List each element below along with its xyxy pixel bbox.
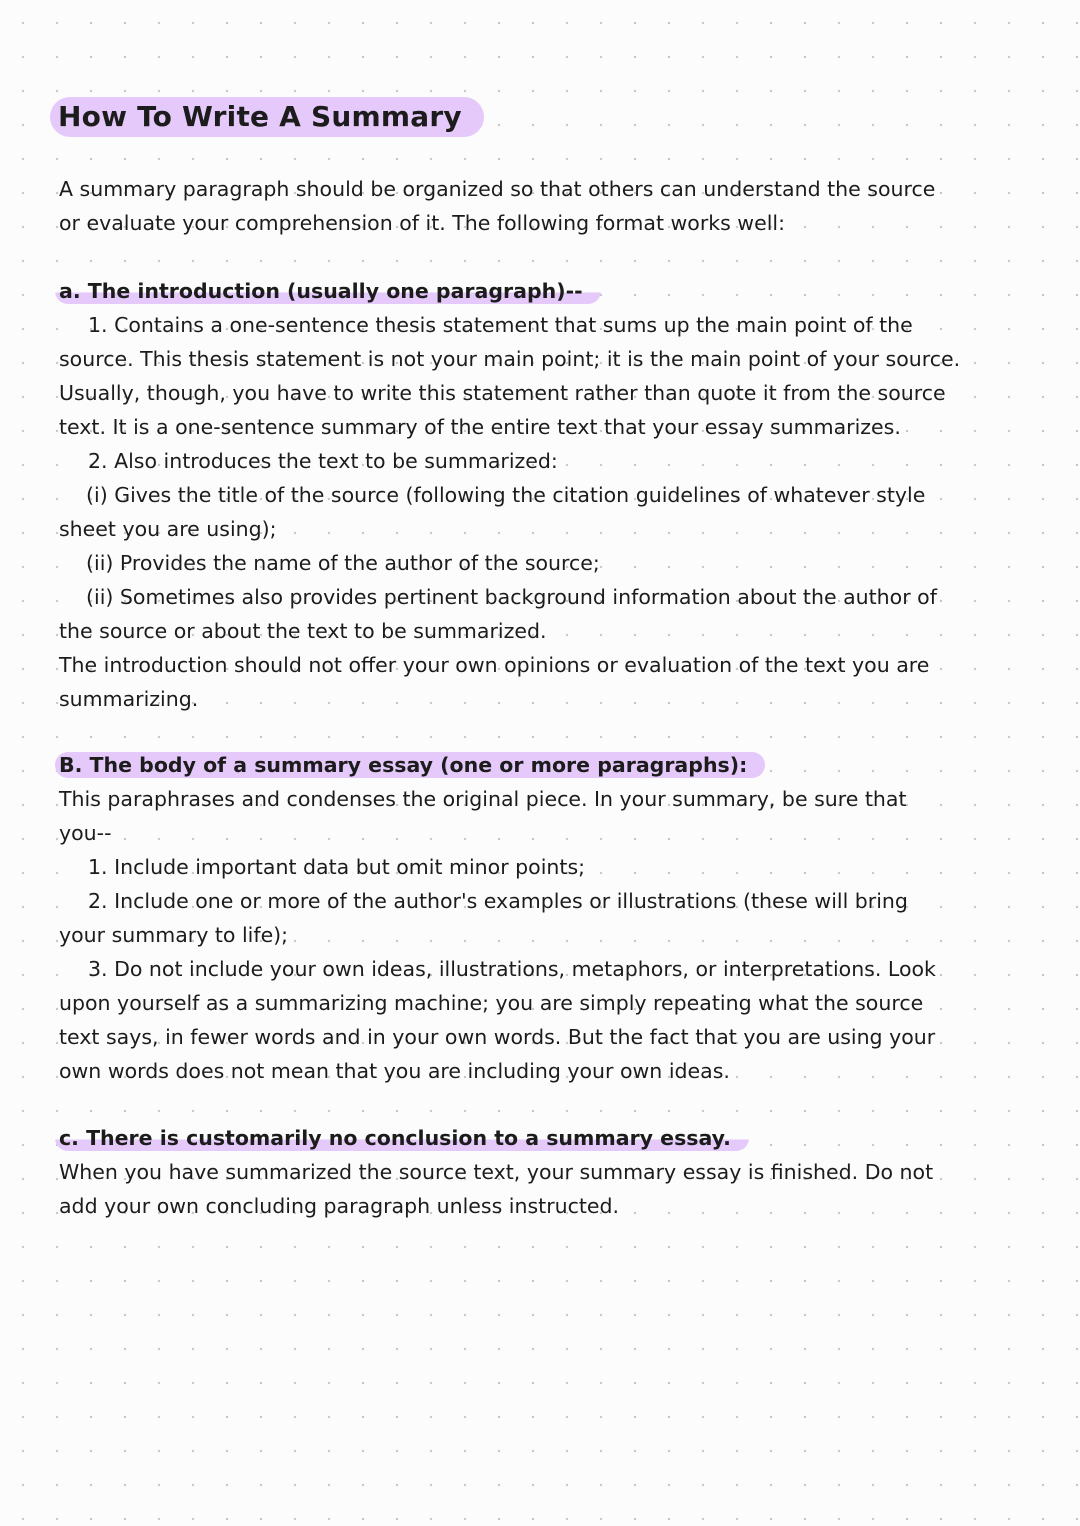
section-c [59, 1121, 1049, 1223]
section-b-heading-line [59, 748, 1049, 782]
section-a-line: The introduction should not offer your own opinions or evaluation of the text you are [59, 653, 930, 677]
section-a-line: the source or about the text to be summarized. [59, 619, 547, 643]
section-c-heading-line [59, 1121, 1049, 1155]
section-a-line: sheet you are using); [59, 517, 277, 541]
section-b-line: own words does not mean that you are including your own ideas. [59, 1059, 730, 1083]
section-a-heading: a. The introduction (usually one paragraph)-- [55, 278, 601, 304]
section-a-line: summarizing. [59, 687, 199, 711]
section-a-line: source. This thesis statement is not your main point; it is the main point of your source. [59, 347, 961, 371]
section-b-line: your summary to life); [59, 923, 289, 947]
section-b-line: This paraphrases and condenses the original piece. In your summary, be sure that [59, 787, 907, 811]
section-a-line: (i) Gives the title of the source (following the citation guidelines of whatever style [86, 483, 926, 507]
section-c-line: When you have summarized the source text, your summary essay is finished. Do not [59, 1160, 934, 1184]
section-a-line: (ii) Sometimes also provides pertinent background information about the author of [86, 585, 937, 609]
section-a-line: 1. Contains a one-sentence thesis statement that sums up the main point of the [88, 313, 913, 337]
section-c-line: add your own concluding paragraph unless instructed. [59, 1194, 620, 1218]
section-a-line: (ii) Provides the name of the author of the source; [86, 551, 600, 575]
section-b-line: 1. Include important data but omit minor points; [88, 855, 586, 879]
page-title: How To Write A Summary [50, 97, 484, 137]
section-a-line: 2. Also introduces the text to be summarized: [88, 449, 558, 473]
section-b [59, 748, 1049, 1088]
section-a [59, 274, 1049, 716]
section-b-line: 2. Include one or more of the author's examples or illustrations (these will bring [88, 889, 908, 913]
section-b-line: text says, in fewer words and in your own words. But the fact that you are using your [59, 1025, 936, 1049]
section-b-line: you-- [59, 821, 112, 845]
section-b-line: upon yourself as a summarizing machine; you are simply repeating what the source [59, 991, 924, 1015]
section-b-line: 3. Do not include your own ideas, illustrations, metaphors, or interpretations. Look [88, 957, 936, 981]
section-a-line: text. It is a one-sentence summary of the entire text that your essay summarizes. [59, 415, 901, 439]
section-c-heading: c. There is customarily no conclusion to a summary essay. [55, 1125, 749, 1151]
section-a-heading-line [59, 274, 1049, 308]
intro-line: or evaluate your comprehension of it. The following format works well: [59, 211, 785, 235]
section-a-line: Usually, though, you have to write this statement rather than quote it from the source [59, 381, 946, 405]
title-container [50, 97, 484, 137]
intro-line: A summary paragraph should be organized so that others can understand the source [59, 177, 936, 201]
section-b-heading: B. The body of a summary essay (one or more paragraphs): [55, 752, 765, 778]
intro-paragraph [59, 172, 1049, 240]
